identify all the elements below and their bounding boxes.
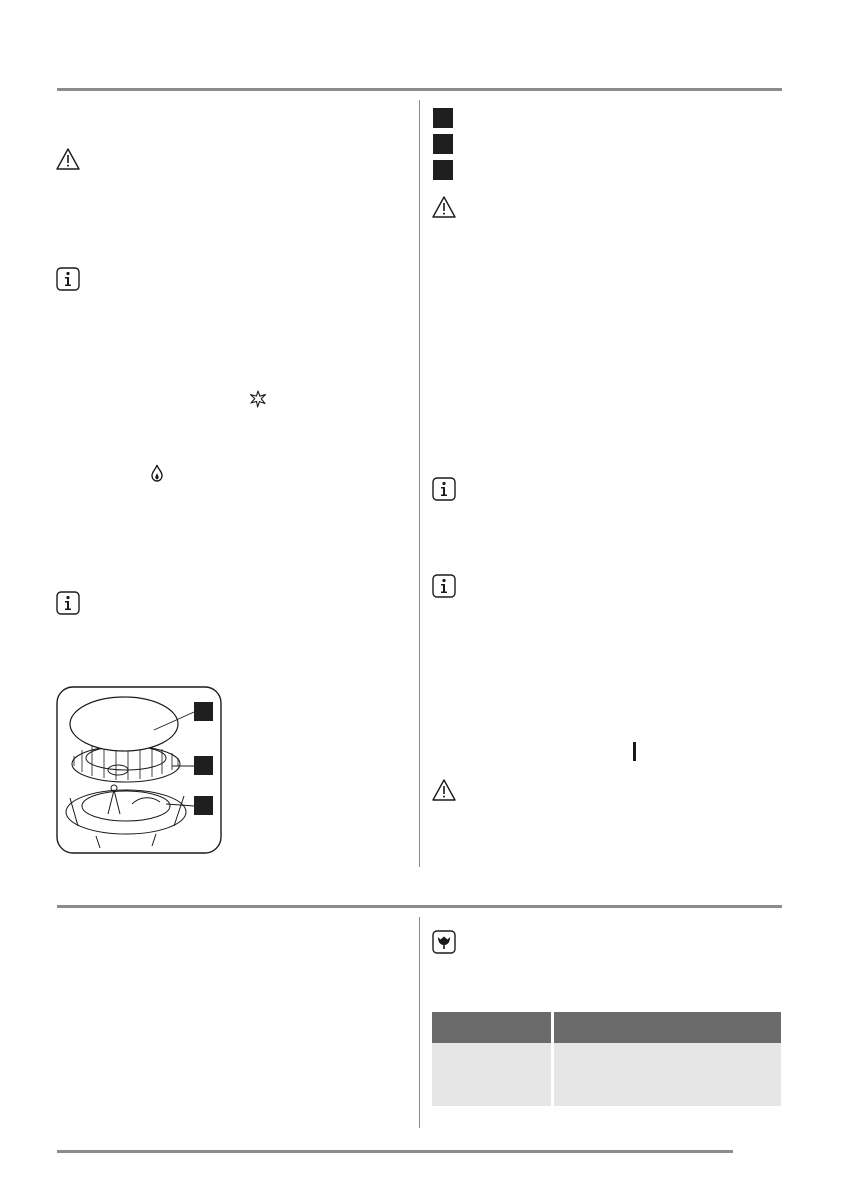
warning-triangle-icon bbox=[431, 195, 457, 219]
table-header-cell bbox=[554, 1012, 781, 1043]
column-divider-bottom bbox=[419, 917, 420, 1128]
info-icon bbox=[432, 477, 456, 501]
max-position-mark bbox=[633, 742, 636, 761]
table-header-cell bbox=[432, 1012, 551, 1043]
bottom-section-rule bbox=[57, 905, 782, 908]
callout-square bbox=[433, 160, 453, 180]
flame-icon bbox=[150, 464, 164, 482]
top-section-rule bbox=[57, 88, 782, 91]
info-icon bbox=[56, 267, 80, 291]
footer-rule bbox=[57, 1150, 733, 1153]
column-divider-top bbox=[419, 100, 420, 867]
burner-cap bbox=[70, 697, 178, 751]
info-icon bbox=[56, 591, 80, 615]
callout-square bbox=[433, 108, 453, 128]
info-icon bbox=[432, 574, 456, 598]
callout-marker bbox=[194, 756, 213, 775]
spark-icon bbox=[249, 390, 267, 408]
environment-icon bbox=[432, 930, 456, 954]
burner-parts-figure bbox=[56, 686, 222, 854]
callout-square bbox=[433, 134, 453, 154]
warning-triangle-icon bbox=[431, 778, 457, 802]
table-cell bbox=[432, 1043, 551, 1106]
callout-marker bbox=[194, 796, 213, 815]
warning-triangle-icon bbox=[55, 147, 81, 171]
callout-marker bbox=[194, 702, 213, 721]
table-cell bbox=[554, 1043, 781, 1106]
